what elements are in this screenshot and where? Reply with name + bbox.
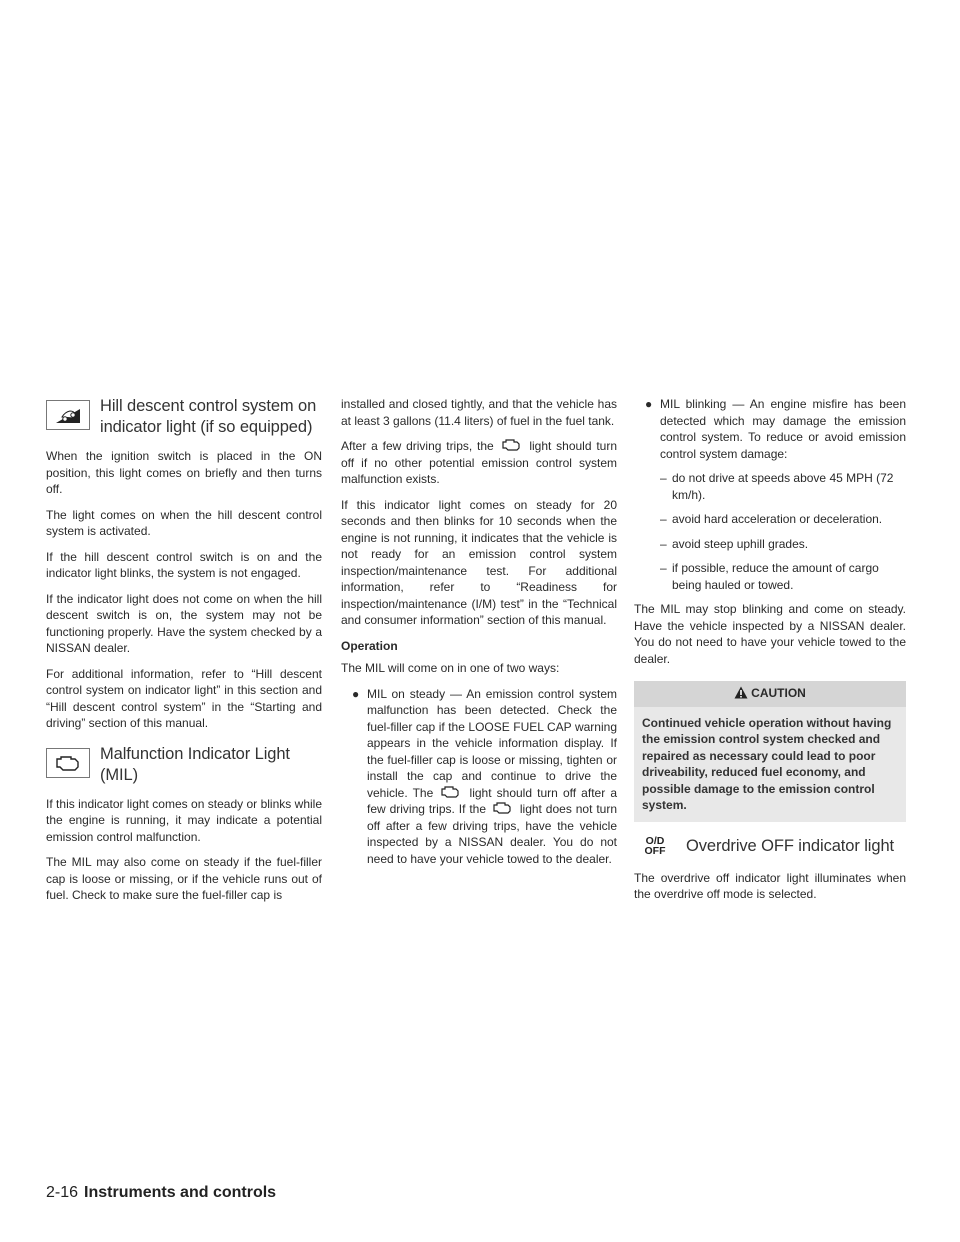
overdrive-off-icon: O/D OFF bbox=[634, 832, 676, 860]
hill-descent-icon bbox=[46, 400, 90, 430]
hill-descent-p4: If the indicator light does not come on when the hill descent switch is on, the system may not be functioning properly. Have the system checked by a NISSAN dealer. bbox=[46, 591, 322, 655]
mil-title: Malfunction Indicator Light (MIL) bbox=[100, 744, 290, 784]
column-right bbox=[634, 396, 906, 912]
mil-stop-blinking-paragraph: The MIL may stop blinking and come on steady. Have the vehicle inspected by a NISSAN dealer. You do not need to have your vehicle towed to the dealer. bbox=[634, 602, 906, 666]
hill-descent-heading bbox=[46, 396, 322, 438]
overdrive-title: Overdrive OFF indicator light bbox=[686, 836, 894, 855]
engine-check-icon bbox=[492, 801, 514, 815]
fuel-tank-paragraph: installed and closed tightly, and that the vehicle has at least 3 gallons (11.4 liters) of fuel in the fuel tank. bbox=[341, 397, 617, 428]
hill-descent-p5: For additional information, refer to “Hill descent control system on indicator light” in this section and “Hill descent control system” in the “Starting and driving” section of this manual. bbox=[46, 666, 322, 730]
operation-intro: The MIL will come on in one of two ways: bbox=[341, 661, 560, 675]
list-item: – if possible, reduce the amount of cargo being hauled or towed. bbox=[660, 561, 879, 592]
caution-box bbox=[634, 681, 906, 822]
mil-p1: If this indicator light comes on steady or blinks while the engine is running, it may indicate a potential emission control malfunction. bbox=[46, 796, 322, 844]
list-item: ● MIL on steady — An emission control system malfunction has been detected. Check the fuel-filler cap if the LOOSE FUEL CAP warning appears in the vehicle information display. If the fuel-filler cap is loose or missing, tighten or install the cap and continue to drive the vehicle. The light should turn off after a few driving trips. If the light does not turn off after a few driving trips, have the vehicle inspected by a NISSAN dealer. You do not need to have your vehicle towed to the dealer. bbox=[352, 686, 618, 866]
operation-heading: Operation bbox=[341, 638, 398, 653]
readiness-paragraph: If this indicator light comes on steady for 20 seconds and then blinks for 10 seconds when the engine is not running, it indicates that the vehicle is not ready for an emission control system inspection/maintenance test. For additional information, refer to “Readiness for inspection/maintenance (I/M) test” in the “Technical and consumer information” section of this manual. bbox=[341, 497, 617, 627]
bullet-icon: ● bbox=[645, 397, 653, 411]
caution-text: Continued vehicle operation without having the emission control system checked and repaired as necessary could lead to poor driveability, reduced fuel economy, and possible damage to the emission control system. bbox=[642, 715, 892, 812]
caution-label: CAUTION bbox=[751, 686, 806, 700]
hill-descent-p3: If the hill descent control switch is on and the indicator light blinks, the system is not engaged. bbox=[46, 549, 322, 580]
hill-descent-p2: The light comes on when the hill descent control system is activated. bbox=[46, 507, 322, 538]
caution-header bbox=[634, 681, 906, 707]
overdrive-paragraph: The overdrive off indicator light illuminates when the overdrive off mode is selected. bbox=[634, 870, 906, 901]
warning-icon bbox=[734, 686, 748, 699]
engine-check-icon bbox=[501, 438, 523, 452]
column-middle bbox=[341, 396, 617, 875]
overdrive-heading bbox=[634, 832, 906, 860]
driving-trips-paragraph: After a few driving trips, the light should turn off if no other potential emission control system malfunction exists. bbox=[341, 439, 617, 486]
hill-descent-p1: When the ignition switch is placed in the ON position, this light comes on briefly and then turns off. bbox=[46, 449, 322, 496]
section-name: Instruments and controls bbox=[84, 1184, 277, 1201]
list-item: – avoid steep uphill grades. bbox=[660, 536, 809, 551]
list-item: – do not drive at speeds above 45 MPH (72 km/h). bbox=[660, 471, 894, 502]
mil-heading bbox=[46, 744, 322, 786]
column-left bbox=[46, 396, 322, 913]
engine-check-icon bbox=[440, 785, 462, 799]
page-number: 2-16 bbox=[46, 1184, 79, 1201]
engine-check-icon bbox=[46, 748, 90, 778]
bullet-icon: ● bbox=[352, 686, 360, 701]
list-item: – avoid hard acceleration or deceleration. bbox=[660, 512, 883, 526]
page-footer bbox=[46, 1184, 276, 1202]
mil-p2: The MIL may also come on steady if the fuel-filler cap is loose or missing, or if the vehicle runs out of fuel. Check to make sure the fuel-filler cap is bbox=[46, 855, 322, 902]
hill-descent-title: Hill descent control system on indicator light (if so equipped) bbox=[100, 397, 317, 436]
list-item: ● MIL blinking — An engine misfire has been detected which may damage the emission control system. To reduce or avoid emission control system damage: bbox=[645, 397, 906, 461]
